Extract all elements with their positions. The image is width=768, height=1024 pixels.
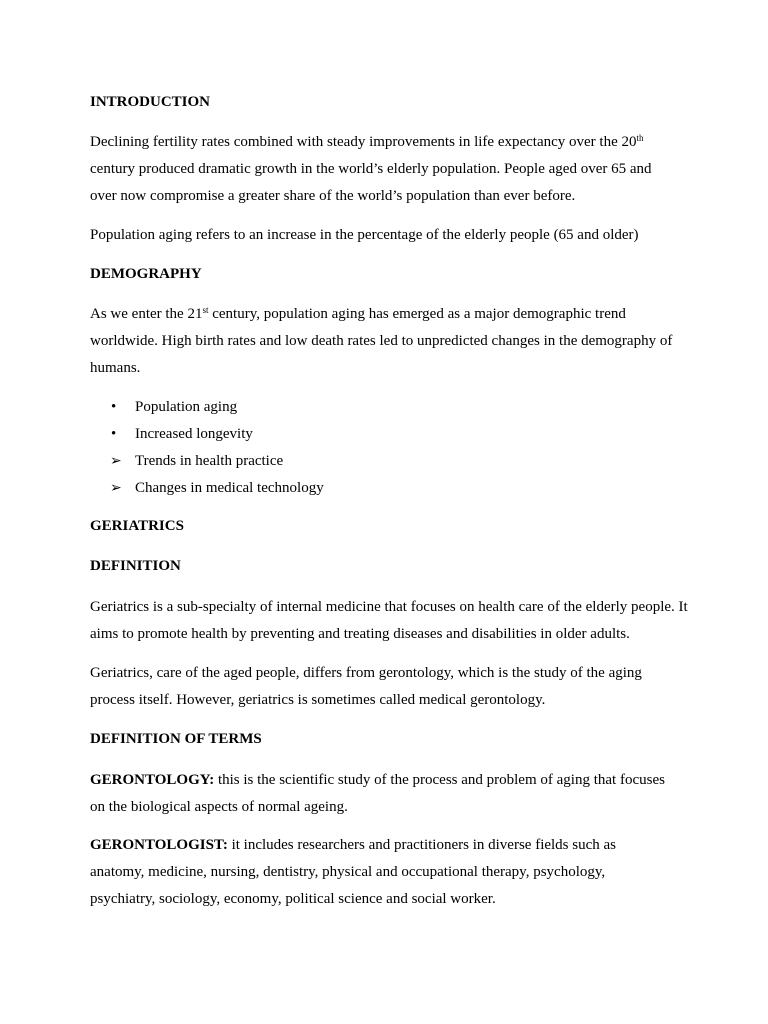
introduction-paragraph-1 — [90, 129, 670, 210]
heading-definition-of-terms: DEFINITION OF TERMS — [90, 731, 262, 747]
ordinal-suffix-st: st — [202, 305, 209, 315]
heading-definition: DEFINITION — [90, 558, 181, 574]
list-item-text: Trends in health practice — [135, 453, 284, 469]
bullet-disc-icon: • — [111, 426, 117, 442]
introduction-text-2: century produced dramatic growth in the world’s elderly population. People aged over 65 and over now compromise a greater share of the world’s population than ever before. — [90, 161, 652, 204]
list-item-text: Increased longevity — [135, 426, 253, 442]
bullet-disc-icon: • — [111, 399, 117, 415]
heading-geriatrics: GERIATRICS — [90, 518, 184, 534]
list-item — [90, 448, 690, 475]
heading-demography: DEMOGRAPHY — [90, 266, 202, 282]
introduction-text-1: Declining fertility rates combined with steady improvements in life expectancy over the 20 — [90, 134, 637, 150]
geriatrics-paragraph-1: Geriatrics is a sub-specialty of internal medicine that focuses on health care of the elderly people. It aims to promote health by preventing and treating diseases and disabilities in older adults. — [90, 599, 688, 642]
gerontology-term: GERONTOLOGY: — [90, 772, 215, 788]
list-item-text: Population aging — [135, 399, 238, 415]
demography-text-1: As we enter the 21 — [90, 306, 203, 322]
list-item — [90, 475, 690, 502]
geriatrics-paragraph-2: Geriatrics, care of the aged people, differs from gerontology, which is the study of the aging process itself. However, geriatrics is sometimes called medical gerontology. — [90, 665, 642, 708]
ordinal-suffix-th: th — [636, 133, 644, 143]
heading-introduction: INTRODUCTION — [90, 94, 211, 110]
list-item-text: Changes in medical technology — [135, 480, 324, 496]
list-item — [90, 394, 690, 421]
gerontology-text: this is the scientific study of the process and problem of aging that focuses on the biological aspects of normal ageing. — [90, 772, 665, 815]
gerontologist-term: GERONTOLOGIST: — [90, 837, 228, 853]
demography-text-2: century, population aging has emerged as a major demographic trend worldwide. High birth rates and low death rates led to unpredicted changes in the demography of humans. — [90, 306, 673, 376]
gerontologist-text: it includes researchers and practitioners in diverse fields such as anatomy, medicine, nursing, dentistry, physical and occupational therapy, psychology, psychiatry, sociology, economy, political science and social worker. — [90, 837, 617, 907]
demography-list — [90, 394, 690, 502]
gerontologist-definition — [90, 832, 650, 913]
introduction-paragraph-2: Population aging refers to an increase in the percentage of the elderly people (65 and older) — [90, 227, 639, 243]
demography-paragraph — [90, 301, 690, 382]
bullet-arrow-icon: ➢ — [110, 454, 122, 469]
list-item — [90, 421, 690, 448]
gerontology-definition — [90, 767, 680, 821]
bullet-arrow-icon: ➢ — [110, 481, 122, 496]
